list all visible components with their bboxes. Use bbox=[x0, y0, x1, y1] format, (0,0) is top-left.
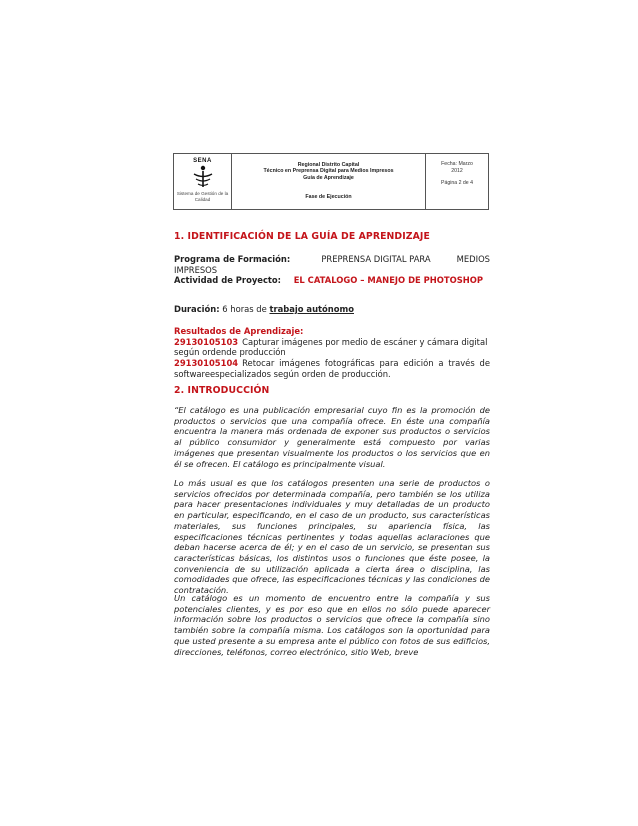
intro-paragraph-1: “El catálogo es una publicación empresarial cuyo fin es la promoción de productos o servicios que una compañía ofrece. En éste una compañía encuentra la manera más ordenada de exponer sus productos o servicios al público consumidor y generalmente está compuesto por varias imágenes que presentan visualmente los productos o los servicios que en él se ofrecen. El catálogo es principalmente visual. bbox=[174, 405, 490, 469]
header-meta-cell bbox=[426, 154, 488, 209]
document-header bbox=[173, 153, 489, 210]
resultados-block bbox=[174, 326, 490, 380]
header-line-guide: Guía de Aprendizaje bbox=[303, 174, 354, 181]
duracion-value: 6 horas de bbox=[222, 304, 267, 314]
header-phase: Fase de Ejecución bbox=[305, 194, 352, 200]
result1-text-b: según ordende producción bbox=[174, 347, 286, 358]
duracion-link[interactable]: trabajo autónomo bbox=[269, 304, 354, 314]
result2-text-b: softwareespecializados según orden de producción. bbox=[174, 368, 391, 379]
section2-title: 2. INTRODUCCIÓN bbox=[174, 385, 270, 396]
programa-value-1: PREPRENSA DIGITAL PARA bbox=[321, 254, 431, 264]
section1-title: 1. IDENTIFICACIÓN DE LA GUÍA DE APRENDIZAJE bbox=[174, 231, 430, 242]
result1-text-a: Capturar imágenes por medio de escáner y cámara digital bbox=[242, 336, 488, 347]
header-date-year: 2012 bbox=[451, 167, 463, 174]
result2-code: 29130105104 bbox=[174, 358, 239, 369]
actividad-row bbox=[174, 275, 490, 286]
sena-logo-icon bbox=[192, 165, 214, 189]
intro-paragraph-2: Lo más usual es que los catálogos presenten una serie de productos o servicios ofrecidos por determinada compañía, pero también se los utiliza para hacer presentaciones individuales y muy detalladas de un producto en particular, especificando, en el caso de un producto, sus características materiales, sus funciones principales, su apariencia física, las especificaciones técnicas pertinentes y todas aquellas aclaraciones que deban hacerse acerca de él; y en el caso de un servicio, se presentan sus características básicas, los distintos usos o funciones que éste posee, la conveniencia de su utilización aplicada a cierta área o disciplina, las comodidades que ofrece, las especificaciones técnicas y las condiciones de contratación. bbox=[174, 478, 490, 596]
intro-paragraph-3: Un catálogo es un momento de encuentro entre la compañía y sus potenciales clientes, y es por eso que en ellos no sólo puede aparecer información sobre los productos o servicios que ofrece la compañía sino también sobre la compañía misma. Los catálogos son la oportunidad para que usted presente a su empresa ante el público con fotos de sus edificios, direcciones, teléfonos, correo electrónico, sitio Web, breve bbox=[174, 593, 490, 657]
duracion-label: Duración: bbox=[174, 304, 220, 314]
header-page-number: Página 2 de 4 bbox=[440, 180, 474, 187]
programa-label: Programa de Formación: bbox=[174, 254, 291, 264]
result1-code: 29130105103 bbox=[174, 336, 239, 347]
programa-row bbox=[174, 254, 490, 265]
result1-line-a bbox=[174, 337, 490, 348]
result2-text-a: Retocar imágenes fotográficas para edición a través de bbox=[242, 358, 490, 369]
programa-block bbox=[174, 254, 490, 286]
duracion-row bbox=[174, 304, 490, 315]
quality-system-caption: Sistema de Gestión de la Calidad bbox=[176, 191, 229, 202]
programa-value-2: MEDIOS bbox=[456, 254, 490, 264]
header-title-cell bbox=[232, 154, 426, 209]
header-line-regional: Regional Distrito Capital bbox=[297, 162, 360, 168]
actividad-label: Actividad de Proyecto: bbox=[174, 275, 282, 286]
result2-line-a bbox=[174, 358, 490, 369]
resultados-title: Resultados de Aprendizaje: bbox=[174, 326, 304, 336]
actividad-value: EL CATALOGO – MANEJO DE PHOTOSHOP bbox=[293, 275, 484, 286]
programa-value-3: IMPRESOS bbox=[174, 264, 218, 275]
header-titles bbox=[263, 154, 393, 181]
header-date-label: Fecha: Marzo bbox=[441, 161, 473, 167]
header-line-program: Técnico en Preprensa Digital para Medios Impresos bbox=[263, 168, 394, 175]
sena-logo-text: SENA bbox=[193, 158, 212, 164]
logo-cell bbox=[174, 154, 232, 209]
